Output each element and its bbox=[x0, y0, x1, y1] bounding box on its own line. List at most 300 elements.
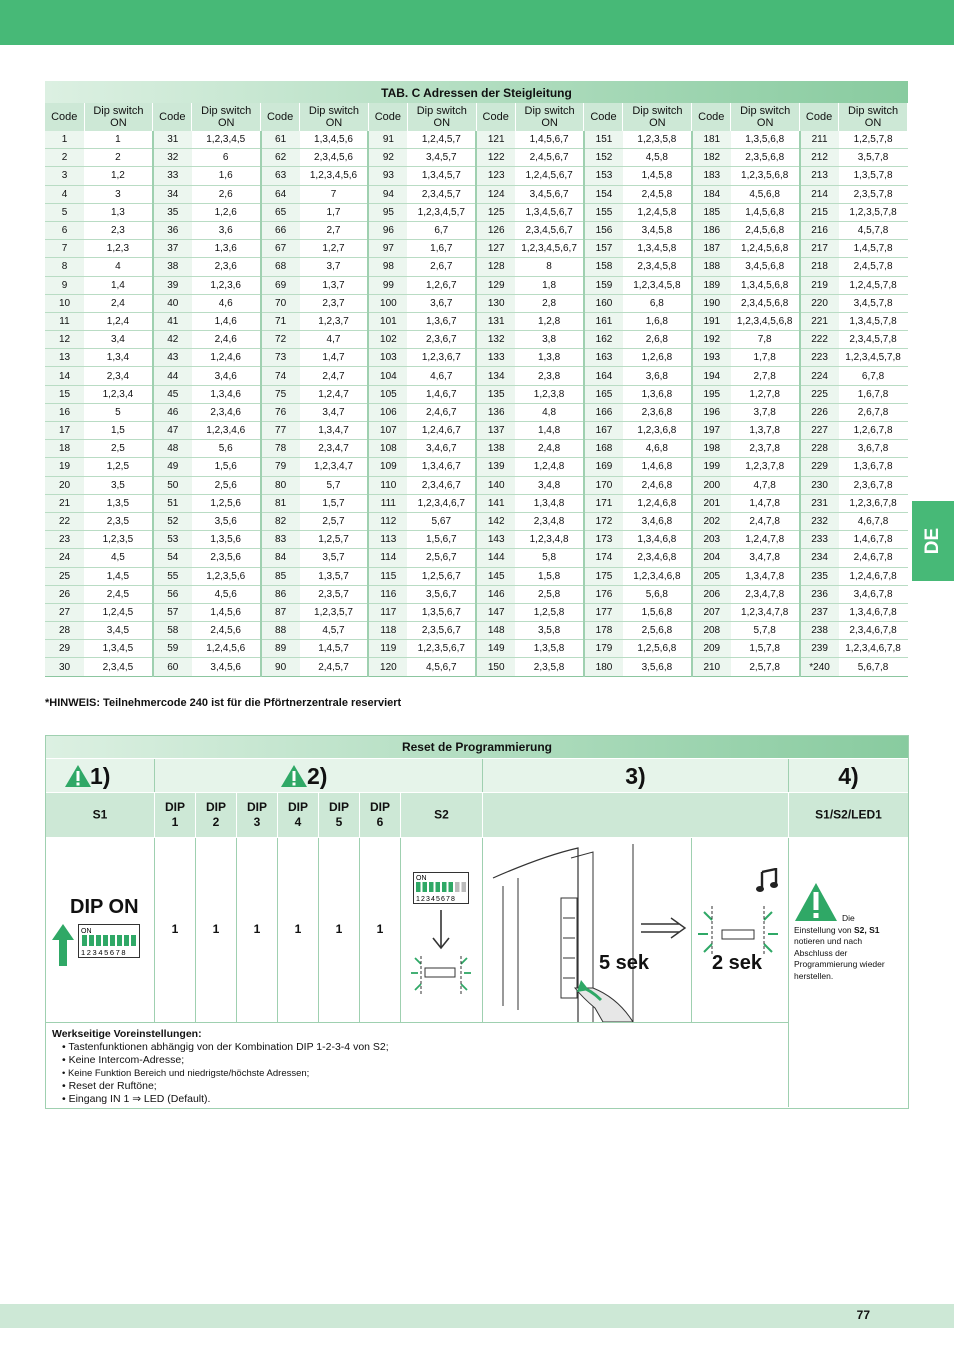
dip-value: 1 bbox=[171, 922, 179, 936]
dip-value-cell: 1,2,4,6,7 bbox=[407, 422, 476, 440]
code-cell: 17 bbox=[45, 422, 84, 440]
dip-header-line1: Dip switch bbox=[201, 105, 252, 117]
code-cell: 164 bbox=[584, 367, 623, 385]
dip-value-cell: 3,4 bbox=[84, 331, 153, 349]
code-cell: 117 bbox=[368, 603, 407, 621]
code-cell: 10 bbox=[45, 294, 84, 312]
dip-value-cell: 1,5,7,8 bbox=[731, 640, 800, 658]
dip-value-cell: 1,2,6,7 bbox=[407, 276, 476, 294]
warning-text: Die Einstellung von S2, S1 notieren und nach Abschluss der Programmierung wieder herstellen. bbox=[794, 913, 885, 981]
dip-value-cell: 1,6 bbox=[192, 167, 261, 185]
code-cell: 14 bbox=[45, 367, 84, 385]
dip-1-value-cell bbox=[155, 838, 196, 1022]
dip-header-line2: ON bbox=[756, 117, 774, 129]
dip-on-label: DIP ON bbox=[70, 896, 139, 918]
code-cell: 178 bbox=[584, 622, 623, 640]
table-row bbox=[45, 458, 908, 476]
code-cell: 103 bbox=[368, 349, 407, 367]
dip-value-cell: 1,4,8 bbox=[515, 422, 584, 440]
code-cell: 9 bbox=[45, 276, 84, 294]
dip-value-cell: 1,2,3,6 bbox=[192, 276, 261, 294]
header-step3-empty bbox=[483, 793, 789, 837]
code-cell: 68 bbox=[261, 258, 300, 276]
code-cell: 126 bbox=[476, 221, 515, 239]
code-cell: 12 bbox=[45, 331, 84, 349]
dip-value-cell: 2,6,8 bbox=[623, 331, 692, 349]
dip-value: 1 bbox=[376, 922, 384, 936]
code-cell: 217 bbox=[800, 240, 839, 258]
dip-value-cell: 1,3,4,5,6 bbox=[300, 131, 369, 149]
code-cell: 92 bbox=[368, 149, 407, 167]
code-cell: 130 bbox=[476, 294, 515, 312]
code-cell: 101 bbox=[368, 312, 407, 330]
dip-6-value-cell bbox=[360, 838, 401, 1022]
dip-value-cell: 1,3,4,6,7 bbox=[407, 458, 476, 476]
dip-value-cell: 3,4,5,8 bbox=[623, 221, 692, 239]
code-cell: 215 bbox=[800, 203, 839, 221]
dip-value-cell: 4,5,6 bbox=[192, 585, 261, 603]
code-cell: 33 bbox=[153, 167, 192, 185]
code-cell: 202 bbox=[692, 512, 731, 530]
column-header-dip bbox=[839, 103, 908, 131]
code-cell: 4 bbox=[45, 185, 84, 203]
code-cell: 224 bbox=[800, 367, 839, 385]
code-cell: 84 bbox=[261, 549, 300, 567]
code-cell: 55 bbox=[153, 567, 192, 585]
dip-value-cell: 5 bbox=[84, 403, 153, 421]
code-cell: 3 bbox=[45, 167, 84, 185]
code-cell: 207 bbox=[692, 603, 731, 621]
dip-value-cell: 1,2,6 bbox=[192, 203, 261, 221]
code-cell: 61 bbox=[261, 131, 300, 149]
code-cell: 81 bbox=[261, 494, 300, 512]
code-cell: 239 bbox=[800, 640, 839, 658]
code-cell: 13 bbox=[45, 349, 84, 367]
dip-value-cell: 2,6,7 bbox=[407, 258, 476, 276]
dip-value-cell: 1,3,6,7,8 bbox=[839, 458, 908, 476]
dip-header-label: DIP bbox=[205, 800, 226, 814]
code-cell: 201 bbox=[692, 494, 731, 512]
code-cell: 216 bbox=[800, 221, 839, 239]
code-cell: 228 bbox=[800, 440, 839, 458]
code-cell: 102 bbox=[368, 331, 407, 349]
dip-value-cell: 4,5,6,7 bbox=[407, 658, 476, 676]
code-cell: 97 bbox=[368, 240, 407, 258]
code-cell: 176 bbox=[584, 585, 623, 603]
code-cell: 85 bbox=[261, 567, 300, 585]
code-cell: 108 bbox=[368, 440, 407, 458]
code-cell: 199 bbox=[692, 458, 731, 476]
code-cell: 15 bbox=[45, 385, 84, 403]
dip-value-cell: 1,2,3,5,6,7 bbox=[407, 640, 476, 658]
code-cell: 50 bbox=[153, 476, 192, 494]
dip-value: 1 bbox=[335, 922, 343, 936]
code-cell: 75 bbox=[261, 385, 300, 403]
table-row bbox=[45, 494, 908, 512]
code-cell: 96 bbox=[368, 221, 407, 239]
dip-value-cell: 2,4 bbox=[84, 294, 153, 312]
dip-value-cell: 1,5 bbox=[84, 422, 153, 440]
dip-value-cell: 4,6 bbox=[192, 294, 261, 312]
code-cell: 24 bbox=[45, 549, 84, 567]
code-cell: 125 bbox=[476, 203, 515, 221]
dip-value-cell: 1,2,3,7,8 bbox=[731, 458, 800, 476]
code-cell: 52 bbox=[153, 512, 192, 530]
code-cell: 177 bbox=[584, 603, 623, 621]
code-cell: 78 bbox=[261, 440, 300, 458]
code-cell: 41 bbox=[153, 312, 192, 330]
code-cell: 148 bbox=[476, 622, 515, 640]
dip-value-cell: 1,2,5,6,8 bbox=[623, 640, 692, 658]
code-cell: 171 bbox=[584, 494, 623, 512]
code-cell: 79 bbox=[261, 458, 300, 476]
dip-value-cell: 4 bbox=[84, 258, 153, 276]
dip-value-cell: 1,3,5,6 bbox=[192, 531, 261, 549]
code-cell: 219 bbox=[800, 276, 839, 294]
code-cell: 91 bbox=[368, 131, 407, 149]
dip-value-cell: 2,3,6 bbox=[192, 258, 261, 276]
code-cell: 180 bbox=[584, 658, 623, 676]
dip-header-line2: ON bbox=[433, 117, 451, 129]
dip-value-cell: 1,2,5 bbox=[84, 458, 153, 476]
code-cell: 20 bbox=[45, 476, 84, 494]
code-cell: 170 bbox=[584, 476, 623, 494]
table-title: TAB. C Adressen der Steigleitung bbox=[45, 81, 908, 103]
header-s2: S2 bbox=[401, 793, 483, 837]
code-cell: 107 bbox=[368, 422, 407, 440]
code-cell: 114 bbox=[368, 549, 407, 567]
code-cell: 221 bbox=[800, 312, 839, 330]
dip-value-cell: 2,3,5 bbox=[84, 512, 153, 530]
dip-value-cell: 2,4,6,7 bbox=[407, 403, 476, 421]
dip-value-cell: 2,5,8 bbox=[515, 585, 584, 603]
dip-value-cell: 4,5,7,8 bbox=[839, 221, 908, 239]
code-cell: 39 bbox=[153, 276, 192, 294]
header-s1: S1 bbox=[46, 793, 155, 837]
code-cell: 192 bbox=[692, 331, 731, 349]
arrow-up-icon bbox=[52, 924, 74, 966]
code-cell: 120 bbox=[368, 658, 407, 676]
dip-value-cell: 2,3,7 bbox=[300, 294, 369, 312]
dip-value-cell: 1,2 bbox=[84, 167, 153, 185]
dip-value-cell: 1,2,3,5,8 bbox=[623, 131, 692, 149]
code-cell: 94 bbox=[368, 185, 407, 203]
table-row bbox=[45, 131, 908, 149]
dip-header-number: 6 bbox=[376, 815, 384, 829]
dip-value-cell: 2,3,5,6,8 bbox=[731, 149, 800, 167]
table-row bbox=[45, 440, 908, 458]
code-cell: 153 bbox=[584, 167, 623, 185]
code-cell: 200 bbox=[692, 476, 731, 494]
dip-value-cell: 1,4,5,6,8 bbox=[731, 203, 800, 221]
code-cell: 235 bbox=[800, 567, 839, 585]
dip-value-cell: 1,3,4,5 bbox=[84, 640, 153, 658]
s1-cell bbox=[46, 838, 155, 1022]
dip-header-line2: ON bbox=[649, 117, 666, 129]
dip-value-cell: 3,6,7 bbox=[407, 294, 476, 312]
code-cell: 128 bbox=[476, 258, 515, 276]
table-row bbox=[45, 403, 908, 421]
dip-value-cell: 3,7 bbox=[300, 258, 369, 276]
code-cell: 138 bbox=[476, 440, 515, 458]
dip-value-cell: 2,7 bbox=[300, 221, 369, 239]
dip-value-cell: 1,6,7 bbox=[407, 240, 476, 258]
dip-value-cell: 1,3,5,8 bbox=[515, 640, 584, 658]
dip-value: 1 bbox=[294, 922, 302, 936]
dip-value-cell: 2,5,7 bbox=[300, 512, 369, 530]
dip-value-cell: 5,6,8 bbox=[623, 585, 692, 603]
header-s1s2led1: S1/S2/LED1 bbox=[789, 793, 908, 837]
code-cell: 42 bbox=[153, 331, 192, 349]
code-cell: 227 bbox=[800, 422, 839, 440]
code-cell: 67 bbox=[261, 240, 300, 258]
dip-value-cell: 2,3,4,5,7 bbox=[407, 185, 476, 203]
dip-value-cell: 1,5,6 bbox=[192, 458, 261, 476]
table-row bbox=[45, 240, 908, 258]
code-cell: 185 bbox=[692, 203, 731, 221]
code-cell: 110 bbox=[368, 476, 407, 494]
table-row bbox=[45, 349, 908, 367]
dip-value-cell: 1,2,4,6,7,8 bbox=[839, 567, 908, 585]
dip-value-cell: 1,2,3,6,7 bbox=[407, 349, 476, 367]
code-cell: 154 bbox=[584, 185, 623, 203]
code-cell: 191 bbox=[692, 312, 731, 330]
dip-value-cell: 4,6,7 bbox=[407, 367, 476, 385]
column-header-dip bbox=[731, 103, 800, 131]
code-cell: 142 bbox=[476, 512, 515, 530]
warning-icon bbox=[280, 764, 308, 788]
dip-header-line1: Dip switch bbox=[524, 105, 575, 117]
dip-value-cell: 1,2,7,8 bbox=[731, 385, 800, 403]
code-cell: 1 bbox=[45, 131, 84, 149]
header-dip-2 bbox=[196, 793, 237, 837]
code-cell: 89 bbox=[261, 640, 300, 658]
code-cell: 83 bbox=[261, 531, 300, 549]
dip-value-cell: 4,6,8 bbox=[623, 440, 692, 458]
dip-value-cell: 2,3,4,5 bbox=[84, 658, 153, 676]
code-cell: 57 bbox=[153, 603, 192, 621]
dip-value-cell: 1,3,4,6 bbox=[192, 385, 261, 403]
code-cell: 157 bbox=[584, 240, 623, 258]
code-cell: 5 bbox=[45, 203, 84, 221]
table-row bbox=[45, 221, 908, 239]
dip-value-cell: 1,2,3,4,5,7 bbox=[407, 203, 476, 221]
dip-value-cell: 3,4,5,7,8 bbox=[839, 294, 908, 312]
dip-value-cell: 1,3 bbox=[84, 203, 153, 221]
dip-value-cell: 2 bbox=[84, 149, 153, 167]
dip-value-cell: 1,2,5,7 bbox=[300, 531, 369, 549]
code-cell: 150 bbox=[476, 658, 515, 676]
code-cell: 237 bbox=[800, 603, 839, 621]
dip-value-cell: 1,2,3,4,7,8 bbox=[731, 603, 800, 621]
code-cell: 46 bbox=[153, 403, 192, 421]
default-item: • Tastenfunktionen abhängig von der Kombination DIP 1-2-3-4 von S2; bbox=[62, 1041, 389, 1054]
dip-value-cell: 6,7,8 bbox=[839, 367, 908, 385]
code-cell: 147 bbox=[476, 603, 515, 621]
code-cell: 209 bbox=[692, 640, 731, 658]
code-cell: 43 bbox=[153, 349, 192, 367]
dip-value-cell: 2,3,4,6,7,8 bbox=[839, 622, 908, 640]
code-cell: 116 bbox=[368, 585, 407, 603]
step-4: 4) bbox=[789, 759, 908, 792]
dip-value-cell: 3,4,7 bbox=[300, 403, 369, 421]
dip-value-cell: 3,5,7,8 bbox=[839, 149, 908, 167]
dip-value-cell: 7 bbox=[300, 185, 369, 203]
dip-switch-s2 bbox=[413, 872, 469, 904]
code-cell: 99 bbox=[368, 276, 407, 294]
code-cell: 159 bbox=[584, 276, 623, 294]
column-header-code: Code bbox=[261, 103, 300, 131]
code-cell: 175 bbox=[584, 567, 623, 585]
dip-value-cell: 5,7 bbox=[300, 476, 369, 494]
header-dip-4 bbox=[278, 793, 319, 837]
code-cell: 172 bbox=[584, 512, 623, 530]
dip-value-cell: 1,2,3,5,6 bbox=[192, 567, 261, 585]
code-cell: 196 bbox=[692, 403, 731, 421]
note-text: *HINWEIS: Teilnehmercode 240 ist für die Pförtnerzentrale reserviert bbox=[45, 697, 402, 709]
dip-value-cell: 1,2,4,5,8 bbox=[623, 203, 692, 221]
code-cell: 59 bbox=[153, 640, 192, 658]
code-cell: 29 bbox=[45, 640, 84, 658]
code-cell: 77 bbox=[261, 422, 300, 440]
code-cell: 18 bbox=[45, 440, 84, 458]
code-cell: 212 bbox=[800, 149, 839, 167]
code-cell: 53 bbox=[153, 531, 192, 549]
dip-value-cell: 1,4,6,7,8 bbox=[839, 531, 908, 549]
dip-3-value-cell bbox=[237, 838, 278, 1022]
dip-value-cell: 1,2,3,4 bbox=[84, 385, 153, 403]
default-item: • Eingang IN 1 ⇒ LED (Default). bbox=[62, 1093, 389, 1106]
dip-header-label: DIP bbox=[246, 800, 267, 814]
code-cell: 11 bbox=[45, 312, 84, 330]
code-cell: 72 bbox=[261, 331, 300, 349]
dip-value-cell: 2,4,5,6,8 bbox=[731, 221, 800, 239]
code-cell: 193 bbox=[692, 349, 731, 367]
code-cell: 188 bbox=[692, 258, 731, 276]
music-note-icon bbox=[756, 868, 780, 894]
dip-header-line1: Dip switch bbox=[847, 105, 899, 117]
dip-header-line2: ON bbox=[217, 117, 235, 129]
column-header-dip bbox=[300, 103, 369, 131]
dip-value-cell: 5,7,8 bbox=[731, 622, 800, 640]
dip-value-cell: 1,3,4,5,7,8 bbox=[839, 312, 908, 330]
dip-value-cell: 1,2,3,8 bbox=[515, 385, 584, 403]
default-item: • Reset der Ruftöne; bbox=[62, 1080, 389, 1093]
dip-value-cell: 2,3,8 bbox=[515, 367, 584, 385]
dip-value-cell: 2,6 bbox=[192, 185, 261, 203]
dip-value-cell: 4,5,8 bbox=[623, 149, 692, 167]
code-cell: 156 bbox=[584, 221, 623, 239]
code-cell: 205 bbox=[692, 567, 731, 585]
code-cell: 44 bbox=[153, 367, 192, 385]
dip-value-cell: 4,7,8 bbox=[731, 476, 800, 494]
code-cell: 214 bbox=[800, 185, 839, 203]
dip-value-cell: 2,4,8 bbox=[515, 440, 584, 458]
dip-value-cell: 1,2,3,5,7 bbox=[300, 603, 369, 621]
dip-value-cell: 2,3,5,7,8 bbox=[839, 185, 908, 203]
dip-value-cell: 1,2,4,5 bbox=[84, 603, 153, 621]
code-cell: 184 bbox=[692, 185, 731, 203]
code-cell: 21 bbox=[45, 494, 84, 512]
dip-value-cell: 1,2,3,5 bbox=[84, 531, 153, 549]
table-row bbox=[45, 622, 908, 640]
code-cell: 183 bbox=[692, 167, 731, 185]
dip-value-cell: 2,4,6 bbox=[192, 331, 261, 349]
dip-value-cell: 3 bbox=[84, 185, 153, 203]
dip-value-cell: 1,2,4 bbox=[84, 312, 153, 330]
code-cell: 213 bbox=[800, 167, 839, 185]
dip-value-cell: 3,6,7,8 bbox=[839, 440, 908, 458]
dip-value-cell: 7,8 bbox=[731, 331, 800, 349]
dip-header-number: 1 bbox=[171, 815, 179, 829]
dip-value-cell: 5,8 bbox=[515, 549, 584, 567]
dip-header-label: DIP bbox=[164, 800, 185, 814]
dip-value-cell: 1,2,3,4,8 bbox=[515, 531, 584, 549]
code-cell: 6 bbox=[45, 221, 84, 239]
code-cell: 231 bbox=[800, 494, 839, 512]
dip-switch-s1 bbox=[78, 924, 140, 963]
table-row bbox=[45, 276, 908, 294]
dip-4-value-cell bbox=[278, 838, 319, 1022]
dip-value-cell: 1,3,7,8 bbox=[731, 422, 800, 440]
dip-value-cell: 3,4,5,6,8 bbox=[731, 258, 800, 276]
dip-value-cell: 1,3,6,8 bbox=[623, 385, 692, 403]
code-cell: 32 bbox=[153, 149, 192, 167]
dip-value-cell: 1,3,4,5,7 bbox=[407, 167, 476, 185]
code-cell: 28 bbox=[45, 622, 84, 640]
code-cell: 169 bbox=[584, 458, 623, 476]
code-cell: 65 bbox=[261, 203, 300, 221]
code-cell: 208 bbox=[692, 622, 731, 640]
code-cell: 174 bbox=[584, 549, 623, 567]
code-cell: 30 bbox=[45, 658, 84, 676]
dip-value-cell: 2,3,4,5,6,7 bbox=[515, 221, 584, 239]
code-cell: 141 bbox=[476, 494, 515, 512]
code-cell: 166 bbox=[584, 403, 623, 421]
dip-value-cell: 2,3,4,6,8 bbox=[623, 549, 692, 567]
table-row bbox=[45, 185, 908, 203]
code-cell: 151 bbox=[584, 131, 623, 149]
code-cell: 106 bbox=[368, 403, 407, 421]
dip-value-cell: 2,5,6,7 bbox=[407, 549, 476, 567]
code-cell: 210 bbox=[692, 658, 731, 676]
dip-value-cell: 1,3,4,5,6,7 bbox=[515, 203, 584, 221]
dip-value-cell: 1,3,6,7 bbox=[407, 312, 476, 330]
dip-value-cell: 1,2,3,4,5,6,7 bbox=[515, 240, 584, 258]
code-cell: 37 bbox=[153, 240, 192, 258]
code-cell: 127 bbox=[476, 240, 515, 258]
code-cell: 234 bbox=[800, 549, 839, 567]
code-cell: 168 bbox=[584, 440, 623, 458]
dip-header-number: 4 bbox=[294, 815, 302, 829]
column-header-code: Code bbox=[45, 103, 84, 131]
dip-value-cell: 1,2,3 bbox=[84, 240, 153, 258]
dip-value-cell: 1,2,4,8 bbox=[515, 458, 584, 476]
dip-value-cell: 2,3,4,6,7 bbox=[407, 476, 476, 494]
code-cell: 73 bbox=[261, 349, 300, 367]
dip-value-cell: 1,5,7 bbox=[300, 494, 369, 512]
code-cell: 222 bbox=[800, 331, 839, 349]
dip-header-line1: Dip switch bbox=[632, 105, 683, 117]
dip-value-cell: 2,4,6,8 bbox=[623, 476, 692, 494]
code-cell: 190 bbox=[692, 294, 731, 312]
footer-bar bbox=[0, 1304, 954, 1328]
code-cell: 145 bbox=[476, 567, 515, 585]
code-cell: 161 bbox=[584, 312, 623, 330]
code-cell: 64 bbox=[261, 185, 300, 203]
dip-value-cell: 1,2,3,5,6,8 bbox=[731, 167, 800, 185]
code-cell: 195 bbox=[692, 385, 731, 403]
